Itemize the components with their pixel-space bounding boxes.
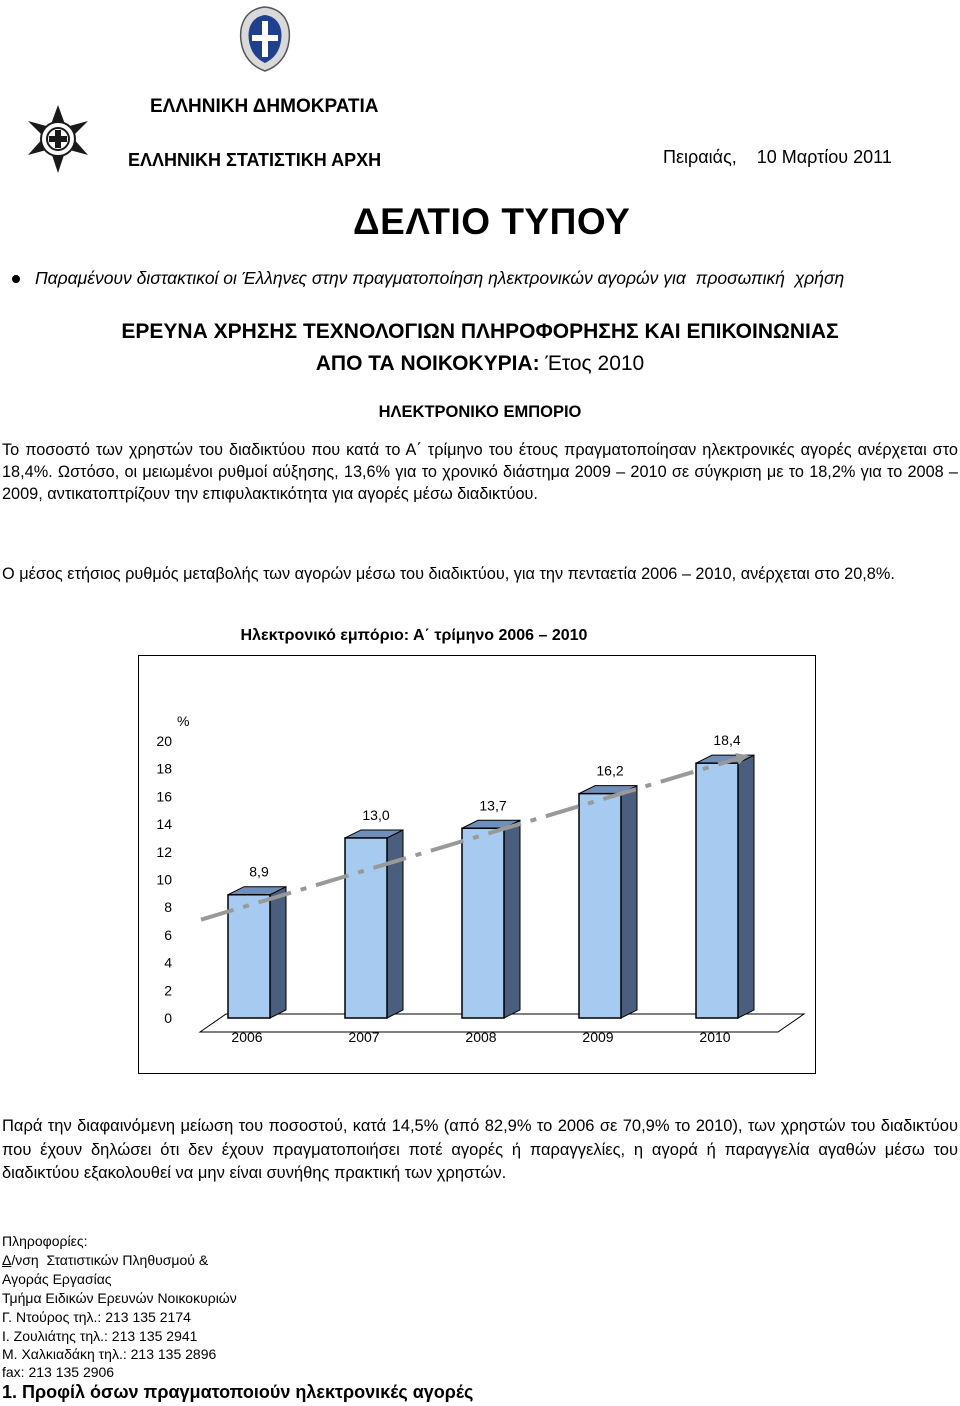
ecommerce-bar-chart xyxy=(138,655,816,1074)
survey-title-bold: ΑΠΟ ΤΑ ΝΟΙΚΟΚΥΡΙΑ: xyxy=(315,352,540,375)
bar-value-label: 8,9 xyxy=(249,863,269,880)
press-release-title: ΔΕΛΤΙΟ ΤΥΠΟΥ xyxy=(353,201,631,242)
paragraph-1: Το ποσοστό των χρηστών του διαδικτύου που κατά το Α΄ τρίμηνο του έτους πραγματοποίησαν ηλεκτρονικές αγορές ανέρχεται στο 18,4%. Ωστόσο, οι μειωμένοι ρυθμοί αύξησης, 13,6% για το χρονικό διάστημα 2009 – 2010 σε σύγκριση με το 18,2% για το 2008 – 2009, αντικατοπτρίζουν την επιφυλακτικότητα για αγορές μέσω διαδικτύου. xyxy=(2,441,958,503)
info-contact-1: Γ. Ντούρος τηλ.: 213 135 2174 xyxy=(2,1309,191,1325)
y-tick-label: 6 xyxy=(164,926,172,943)
chart-title: Ηλεκτρονικό εμπόριο: Α΄ τρίμηνο 2006 – 2010 xyxy=(240,627,588,644)
paragraph-2: Ο μέσος ετήσιος ρυθμός μεταβολής των αγορών μέσω του διαδικτύου, για την πενταετία 2006 – 2010, ανέρχεται στο 20,8%. xyxy=(2,565,895,583)
info-contact-2: Ι. Ζουλιάτης τηλ.: 213 135 2941 xyxy=(2,1328,198,1344)
y-tick-label: 12 xyxy=(156,843,172,860)
bar-value-label: 16,2 xyxy=(596,762,624,779)
place-date: Πειραιάς, 10 Μαρτίου 2011 xyxy=(663,147,892,167)
y-tick-label: 0 xyxy=(164,1010,172,1026)
y-tick-label: 4 xyxy=(164,954,172,971)
x-tick-label: 2009 xyxy=(582,1029,614,1045)
y-tick-label: 8 xyxy=(164,899,172,916)
bar xyxy=(696,763,738,1018)
y-tick-label: 10 xyxy=(156,871,172,888)
bar-value-label: 13,7 xyxy=(479,797,507,814)
info-fax: fax: 213 135 2906 xyxy=(2,1364,115,1380)
y-tick-label: 2 xyxy=(164,982,172,999)
survey-title-year: Έτος 2010 xyxy=(539,352,645,375)
paragraph-3: Παρά την διαφαινόμενη μείωση του ποσοστού, κατά 14,5% (από 82,9% το 2006 σε 70,9% το 2010), των χρηστών του διαδικτύου που έχουν δηλώσει ότι δεν έχουν πραγματοποιήσει ποτέ αγορές ή παραγγελίες, η αγορά ή παραγγελία αγαθών μέσω του διαδικτύου εξακολουθεί να μην είναι συνήθης πρακτική των χρηστών. xyxy=(2,1117,958,1182)
x-tick-label: 2010 xyxy=(699,1029,731,1045)
bar xyxy=(462,828,504,1018)
info-heading: Πληροφορίες: xyxy=(2,1233,88,1249)
bar-side xyxy=(270,887,286,1018)
info-department xyxy=(2,1251,208,1270)
y-tick-label: 16 xyxy=(156,788,172,805)
bar xyxy=(228,895,270,1018)
info-section: Τμήμα Ειδικών Ερευνών Νοικοκυριών xyxy=(2,1290,237,1306)
info-department-rest: /νση Στατιστικών Πληθυσμού & xyxy=(11,1252,209,1268)
y-axis-unit: % xyxy=(177,713,190,729)
headline-row xyxy=(12,268,958,289)
y-tick-label: 18 xyxy=(156,760,172,777)
info-contact-3: Μ. Χαλκιαδάκη τηλ.: 213 135 2896 xyxy=(2,1346,217,1362)
bullet-icon xyxy=(12,275,20,283)
republic-heading: ΕΛΛΗΝΙΚΗ ΔΗΜΟΚΡΑΤΙΑ xyxy=(150,96,379,117)
bar-side xyxy=(504,820,520,1018)
bar-value-label: 18,4 xyxy=(713,732,741,749)
authority-heading: ΕΛΛΗΝΙΚΗ ΣΤΑΤΙΣΤΙΚΗ ΑΡΧΗ xyxy=(128,150,382,170)
elstat-logo-icon xyxy=(22,103,94,175)
info-department-abbr: Δ xyxy=(2,1252,12,1268)
greek-emblem-icon xyxy=(235,5,295,73)
x-tick-label: 2007 xyxy=(348,1029,380,1045)
bar xyxy=(579,794,621,1018)
x-tick-label: 2008 xyxy=(465,1029,497,1045)
section-heading-ecommerce: ΗΛΕΚΤΡΟΝΙΚΟ ΕΜΠΟΡΙΟ xyxy=(378,403,582,421)
bar-side xyxy=(621,786,637,1018)
survey-title-line1: ΕΡΕΥΝΑ ΧΡΗΣΗΣ ΤΕΧΝΟΛΟΓΙΩΝ ΠΛΗΡΟΦΟΡΗΣΗΣ ΚΑΙ ΕΠΙΚΟΙΝΩΝΙΑΣ xyxy=(121,320,839,343)
survey-title-line2 xyxy=(0,352,960,376)
bar-side xyxy=(738,755,754,1018)
headline-text: Παραμένουν διστακτικοί οι Έλληνες στην πραγματοποίηση ηλεκτρονικών αγορών για προσωπική χρήση xyxy=(35,268,845,288)
bar-value-label: 13,0 xyxy=(362,806,390,823)
y-tick-label: 20 xyxy=(156,733,172,749)
info-department-line2: Αγοράς Εργασίας xyxy=(2,1271,112,1287)
y-tick-label: 14 xyxy=(156,816,172,833)
section-heading-1: 1. Προφίλ όσων πραγματοποιούν ηλεκτρονικές αγορές xyxy=(2,1382,474,1402)
x-tick-label: 2006 xyxy=(231,1029,263,1045)
